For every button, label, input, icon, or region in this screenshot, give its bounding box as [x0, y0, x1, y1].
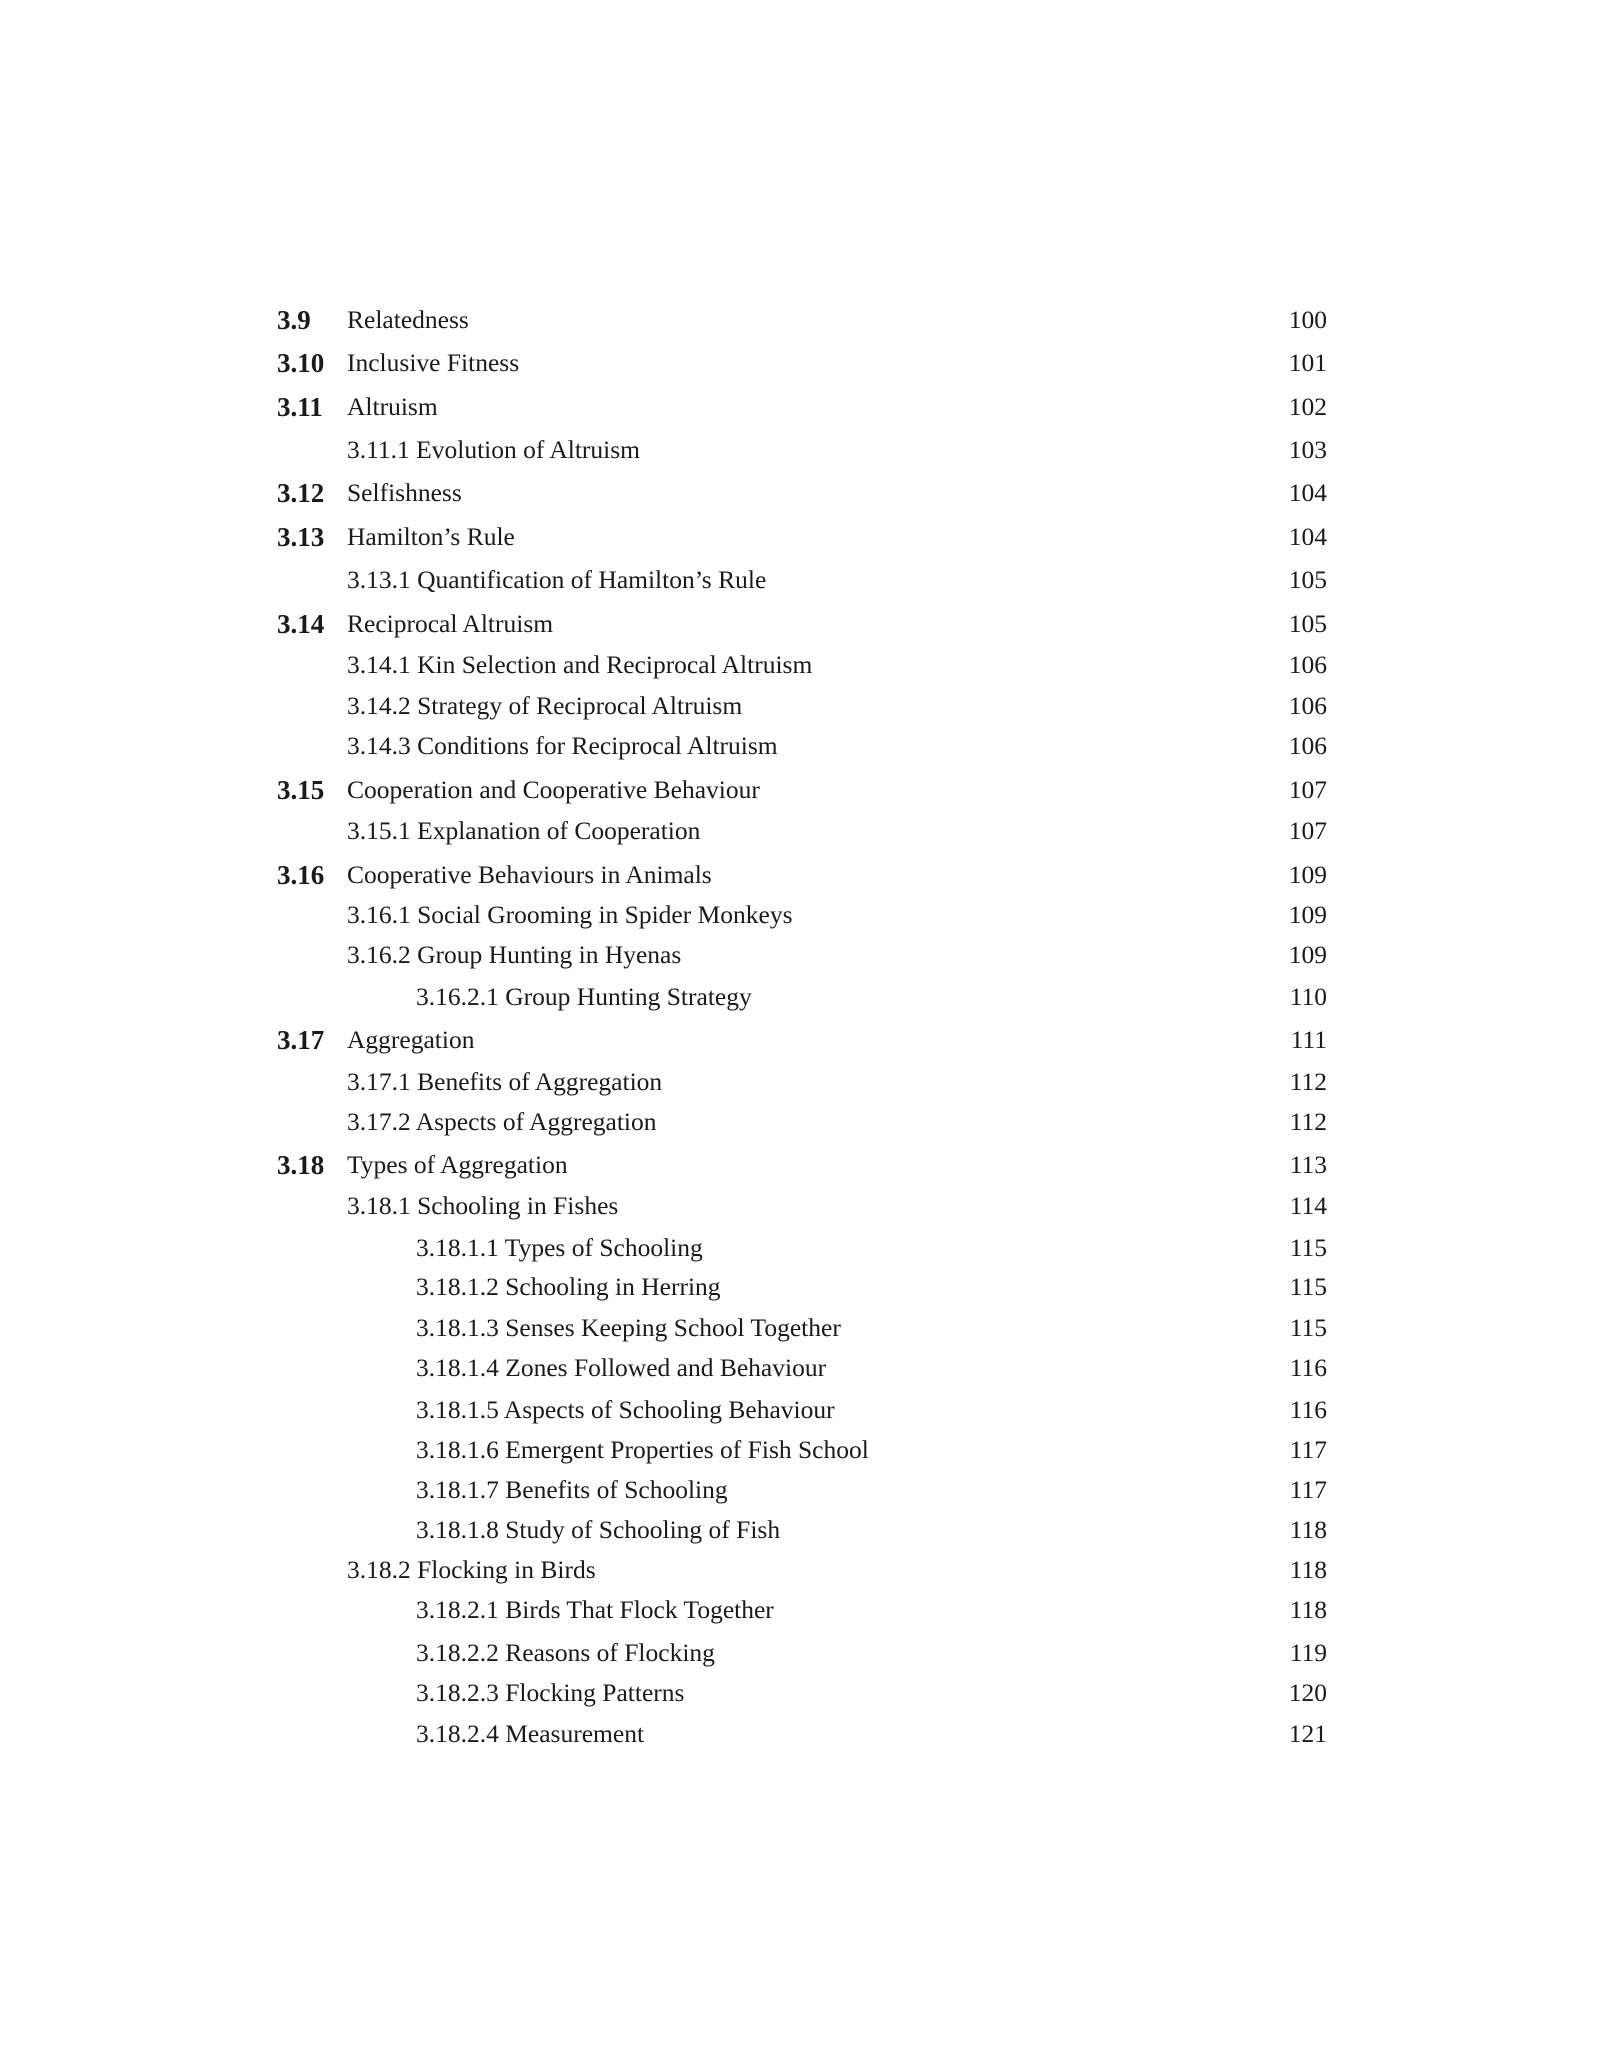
page-number: 105 [1288, 565, 1327, 594]
section-title: 3.13.1 Quantification of Hamilton’s Rule [347, 565, 767, 594]
section-title: 3.14.1 Kin Selection and Reciprocal Altruism [347, 650, 813, 679]
section-title: 3.18.1.1 Types of Schooling [416, 1233, 703, 1262]
page-number: 106 [1288, 691, 1327, 720]
toc-entry [0, 343, 1600, 383]
page-number: 101 [1288, 348, 1327, 377]
section-number: 3.11 [277, 392, 323, 422]
toc-entry [0, 1102, 1600, 1142]
page-number: 115 [1289, 1272, 1327, 1301]
section-title: 3.18.1.7 Benefits of Schooling [416, 1475, 728, 1504]
page-number: 119 [1289, 1638, 1327, 1667]
section-title: 3.18.2 Flocking in Birds [347, 1555, 596, 1584]
section-title: Aggregation [347, 1025, 475, 1054]
page-number: 105 [1288, 609, 1327, 638]
section-title: 3.16.2.1 Group Hunting Strategy [416, 982, 752, 1011]
toc-entry [0, 1186, 1600, 1226]
section-title: 3.11.1 Evolution of Altruism [347, 435, 641, 464]
toc-entry [0, 726, 1600, 766]
toc-entry [0, 1020, 1600, 1060]
section-title: Types of Aggregation [347, 1150, 568, 1179]
section-title: 3.14.2 Strategy of Reciprocal Altruism [347, 691, 743, 720]
toc-entry [0, 430, 1600, 470]
page-number: 117 [1289, 1475, 1327, 1504]
page-number: 103 [1288, 435, 1327, 464]
toc-entry [0, 1308, 1600, 1348]
page-number: 109 [1288, 860, 1327, 889]
toc-entry [0, 1633, 1600, 1673]
page-number: 104 [1288, 522, 1327, 551]
page-number: 115 [1289, 1313, 1327, 1342]
page-number: 112 [1289, 1107, 1327, 1136]
section-number: 3.18 [277, 1150, 325, 1180]
page-number: 106 [1288, 650, 1327, 679]
toc-entry [0, 1714, 1600, 1754]
section-title: Cooperative Behaviours in Animals [347, 860, 712, 889]
section-title: Inclusive Fitness [347, 348, 520, 377]
section-title: Cooperation and Cooperative Behaviour [347, 775, 760, 804]
section-title: Altruism [347, 392, 438, 421]
page-number: 107 [1288, 775, 1327, 804]
toc-entry [0, 935, 1600, 975]
section-title: 3.17.1 Benefits of Aggregation [347, 1067, 663, 1096]
toc-entry [0, 560, 1600, 600]
section-title: 3.15.1 Explanation of Cooperation [347, 816, 701, 845]
section-title: 3.17.2 Aspects of Aggregation [347, 1107, 657, 1136]
section-title: 3.18.1.2 Schooling in Herring [416, 1272, 721, 1301]
section-title: 3.18.2.4 Measurement [416, 1719, 645, 1748]
toc-entry [0, 1470, 1600, 1510]
toc-entry [0, 895, 1600, 935]
page-number: 109 [1288, 900, 1327, 929]
page-number: 117 [1289, 1435, 1327, 1464]
section-title: Hamilton’s Rule [347, 522, 515, 551]
toc-entry [0, 1267, 1600, 1307]
toc-entry [0, 1390, 1600, 1430]
page-number: 121 [1288, 1719, 1327, 1748]
section-title: Selfishness [347, 478, 462, 507]
page-number: 116 [1289, 1395, 1327, 1424]
toc-entry [0, 855, 1600, 895]
toc-entry [0, 1550, 1600, 1590]
section-number: 3.12 [277, 478, 325, 508]
section-number: 3.14 [277, 609, 325, 639]
page-number: 115 [1289, 1233, 1327, 1262]
page-number: 116 [1289, 1353, 1327, 1382]
section-title: 3.16.1 Social Grooming in Spider Monkeys [347, 900, 793, 929]
toc-entry [0, 517, 1600, 557]
section-title: 3.18.1.8 Study of Schooling of Fish [416, 1515, 781, 1544]
page-number: 118 [1289, 1555, 1327, 1584]
section-title: 3.18.1.4 Zones Followed and Behaviour [416, 1353, 827, 1382]
section-title: Relatedness [347, 305, 469, 334]
page-number: 110 [1289, 982, 1327, 1011]
page-number: 111 [1290, 1025, 1327, 1054]
section-number: 3.9 [277, 305, 311, 335]
toc-entry [0, 1590, 1600, 1630]
toc-entry [0, 770, 1600, 810]
toc-entry [0, 1510, 1600, 1550]
section-number: 3.10 [277, 348, 325, 378]
page-number: 118 [1289, 1595, 1327, 1624]
page-number: 120 [1288, 1678, 1327, 1707]
section-title: 3.18.1.6 Emergent Properties of Fish School [416, 1435, 869, 1464]
page-number: 106 [1288, 731, 1327, 760]
section-title: 3.14.3 Conditions for Reciprocal Altruism [347, 731, 778, 760]
section-number: 3.15 [277, 775, 325, 805]
toc-entry [0, 1430, 1600, 1470]
page-number: 100 [1288, 305, 1327, 334]
section-number: 3.13 [277, 522, 325, 552]
section-number: 3.16 [277, 860, 325, 890]
page-number: 118 [1289, 1515, 1327, 1544]
section-number: 3.17 [277, 1025, 325, 1055]
section-title: 3.18.2.1 Birds That Flock Together [416, 1595, 774, 1624]
toc-entry [0, 645, 1600, 685]
toc-entry [0, 473, 1600, 513]
section-title: Reciprocal Altruism [347, 609, 554, 638]
toc-entry [0, 1145, 1600, 1185]
toc-entry [0, 387, 1600, 427]
section-title: 3.18.1.5 Aspects of Schooling Behaviour [416, 1395, 835, 1424]
section-title: 3.18.2.2 Reasons of Flocking [416, 1638, 715, 1667]
section-title: 3.18.1 Schooling in Fishes [347, 1191, 619, 1220]
page-number: 102 [1288, 392, 1327, 421]
toc-entry [0, 811, 1600, 851]
toc-entry [0, 1228, 1600, 1268]
toc-entry [0, 300, 1600, 340]
toc-entry [0, 977, 1600, 1017]
toc-entry [0, 1348, 1600, 1388]
toc-entry [0, 604, 1600, 644]
section-title: 3.18.2.3 Flocking Patterns [416, 1678, 685, 1707]
page-number: 107 [1288, 816, 1327, 845]
toc-entry [0, 1673, 1600, 1713]
page-number: 112 [1289, 1067, 1327, 1096]
toc-entry [0, 1062, 1600, 1102]
section-title: 3.18.1.3 Senses Keeping School Together [416, 1313, 841, 1342]
page-number: 114 [1289, 1191, 1327, 1220]
toc-entry [0, 686, 1600, 726]
page-number: 109 [1288, 940, 1327, 969]
page-number: 113 [1289, 1150, 1327, 1179]
page-number: 104 [1288, 478, 1327, 507]
section-title: 3.16.2 Group Hunting in Hyenas [347, 940, 682, 969]
